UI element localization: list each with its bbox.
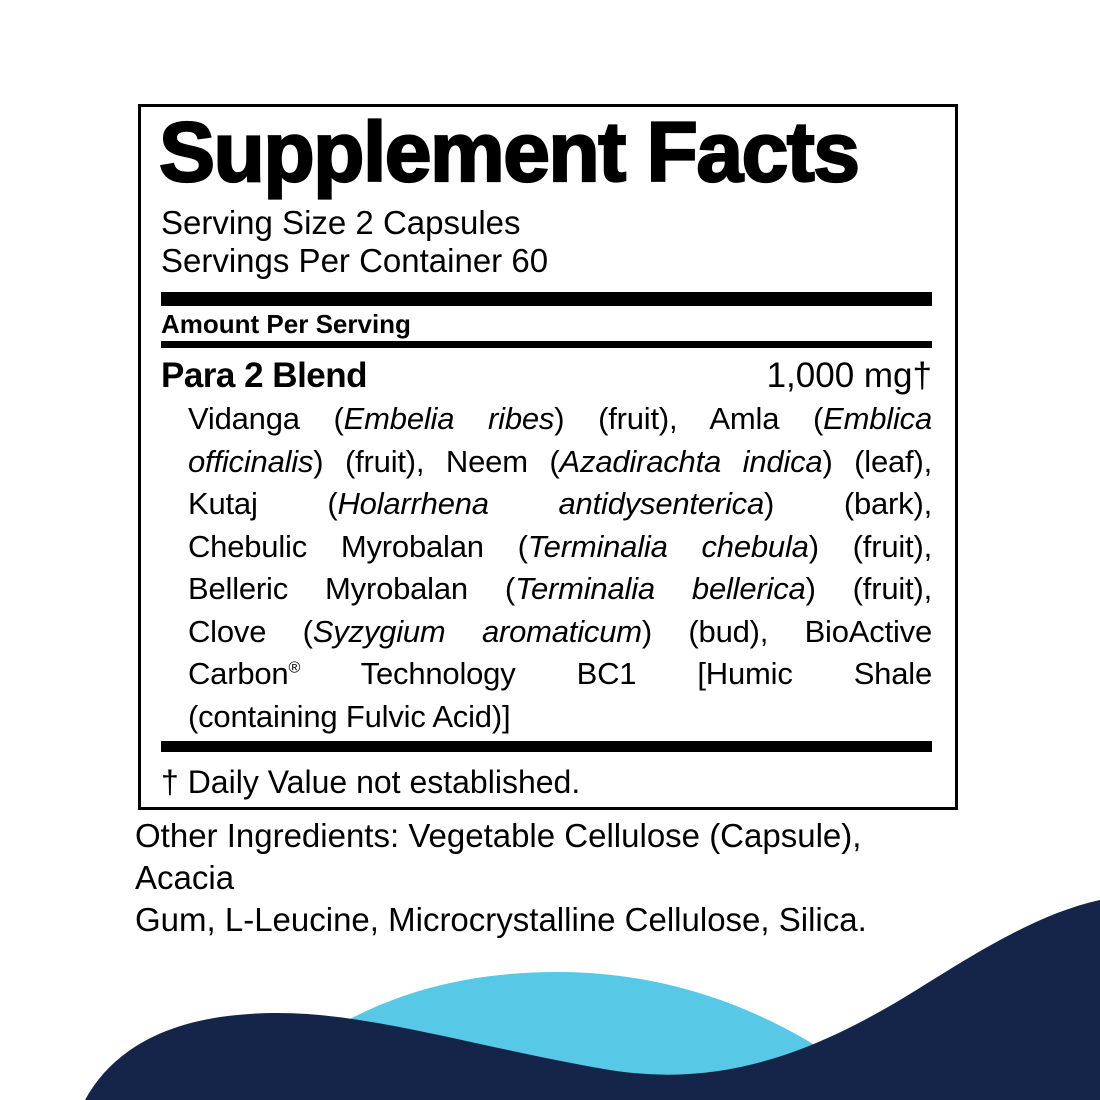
bottom-waves xyxy=(0,895,1100,1100)
blend-row xyxy=(161,355,932,397)
ingredient-line: (containing Fulvic Acid)] xyxy=(188,698,511,734)
serving-size: Serving Size 2 Capsules xyxy=(161,204,521,241)
ingredient-line: Belleric Myrobalan (Terminalia bellerica) (fruit), xyxy=(188,571,932,606)
supplement-facts-panel xyxy=(138,104,958,810)
ingredient-line: Chebulic Myrobalan (Terminalia chebula) (fruit), xyxy=(188,528,932,564)
amount-per-serving-heading: Amount Per Serving xyxy=(161,309,411,339)
blend-ingredients xyxy=(188,398,932,738)
ingredient-line: Vidanga (Embelia ribes) (fruit), Amla (Emblica xyxy=(188,401,932,436)
other-ingredients-line: Other Ingredients: Vegetable Cellulose (Capsule), Acacia xyxy=(135,817,862,896)
other-ingredients-line: Gum, L-Leucine, Microcrystalline Cellulose, Silica. xyxy=(135,901,867,938)
divider-bar-thin xyxy=(161,341,932,348)
servings-per-container: Servings Per Container 60 xyxy=(161,242,549,279)
ingredient-line: Kutaj (Holarrhena antidysenterica) (bark), xyxy=(188,486,932,521)
divider-bar-heavy-bottom xyxy=(161,741,932,752)
daily-value-footnote: † Daily Value not established. xyxy=(161,764,581,800)
blend-amount: 1,000 mg† xyxy=(766,356,932,395)
divider-bar-heavy xyxy=(161,292,932,306)
panel-title: Supplement Facts xyxy=(159,105,859,199)
ingredient-line: officinalis) (fruit), Neem (Azadirachta indica) (leaf), xyxy=(188,443,932,479)
blend-name: Para 2 Blend xyxy=(161,356,368,395)
ingredient-line: Carbon® Technology BC1 [Humic Shale xyxy=(188,656,932,691)
serving-info xyxy=(161,204,932,280)
ingredient-line: Clove (Syzygium aromaticum) (bud), BioActive xyxy=(188,613,933,649)
